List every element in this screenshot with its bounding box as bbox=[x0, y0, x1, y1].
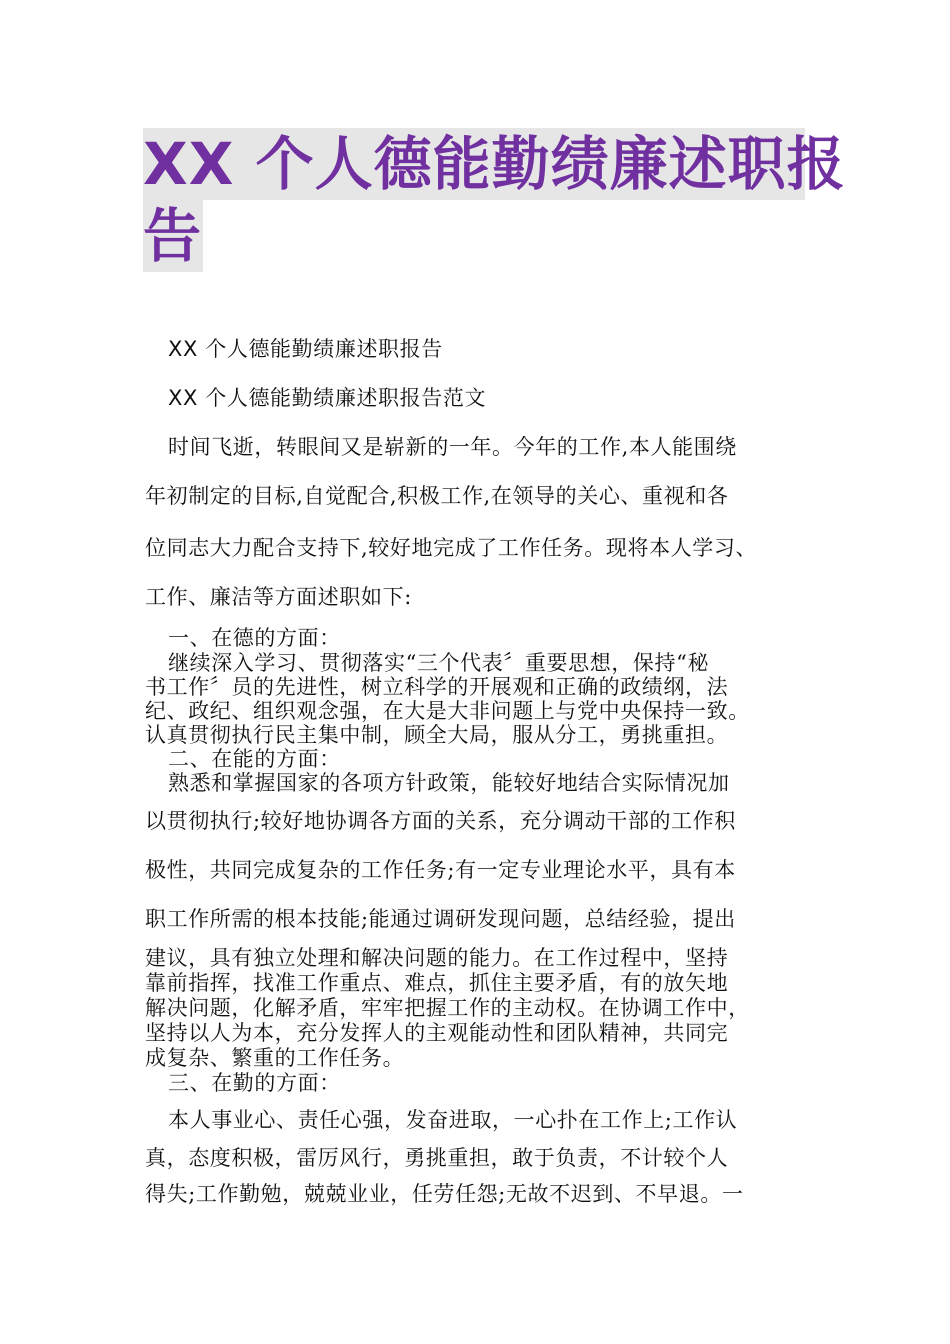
section-heading-de: 一、在德的方面： bbox=[168, 626, 341, 650]
paragraph-line: 靠前指挥，找准工作重点、难点，抓住主要矛盾，有的放矢地 bbox=[145, 971, 729, 995]
paragraph-line: 时间飞逝，转眼间又是崭新的一年。今年的工作,本人能围绕 bbox=[168, 435, 737, 459]
paragraph-line: 继续深入学习、贯彻落实“三个代表〞重要思想，保持“秘 bbox=[168, 651, 710, 675]
paragraph-line: 建议，具有独立处理和解决问题的能力。在工作过程中，坚持 bbox=[145, 946, 729, 970]
paragraph-line: 本人事业心、责任心强，发奋进取，一心扑在工作上;工作认 bbox=[168, 1108, 738, 1132]
paragraph-line: 书工作〞员的先进性，树立科学的开展观和正确的政绩纲，法 bbox=[145, 675, 729, 699]
section-heading-neng: 二、在能的方面： bbox=[168, 747, 341, 771]
paragraph-line: 解决问题，化解矛盾，牢牢把握工作的主动权。在协调工作中， bbox=[145, 996, 750, 1020]
paragraph-line: 真，态度积极，雷厉风行，勇挑重担，敢于负责，不计较个人 bbox=[145, 1146, 729, 1170]
document-title-line-1: XX 个人德能勤绩廉述职报 bbox=[143, 130, 846, 198]
paragraph-line: 工作、廉洁等方面述职如下: bbox=[145, 585, 412, 609]
paragraph-line: 成复杂、繁重的工作任务。 bbox=[145, 1046, 405, 1070]
subtitle-fanwen: XX 个人德能勤绩廉述职报告范文 bbox=[168, 386, 487, 410]
paragraph-line: 坚持以人为本，充分发挥人的主观能动性和团队精神，共同完 bbox=[145, 1021, 729, 1045]
paragraph-line: 得失;工作勤勉，兢兢业业，任劳任怨;无故不迟到、不早退。一 bbox=[145, 1182, 744, 1206]
subtitle: XX 个人德能勤绩廉述职报告 bbox=[168, 337, 443, 361]
paragraph-line: 年初制定的目标,自觉配合,积极工作,在领导的关心、重视和各 bbox=[145, 484, 729, 508]
paragraph-line: 职工作所需的根本技能;能通过调研发现问题，总结经验，提出 bbox=[145, 907, 736, 931]
paragraph-line: 位同志大力配合支持下,较好地完成了工作任务。现将本人学习、 bbox=[145, 536, 758, 560]
paragraph-line: 以贯彻执行;较好地协调各方面的关系，充分调动干部的工作积 bbox=[145, 809, 736, 833]
document-title-line-2: 告 bbox=[143, 202, 203, 270]
section-heading-qin: 三、在勤的方面： bbox=[168, 1071, 341, 1095]
paragraph-line: 熟悉和掌握国家的各项方针政策，能较好地结合实际情况加 bbox=[168, 771, 730, 795]
paragraph-line: 认真贯彻执行民主集中制，顾全大局，服从分工，勇挑重担。 bbox=[145, 723, 729, 747]
paragraph-line: 极性，共同完成复杂的工作任务;有一定专业理论水平，具有本 bbox=[145, 858, 736, 882]
paragraph-line: 纪、政纪、组织观念强，在大是大非问题上与党中央保持一致。 bbox=[145, 699, 750, 723]
